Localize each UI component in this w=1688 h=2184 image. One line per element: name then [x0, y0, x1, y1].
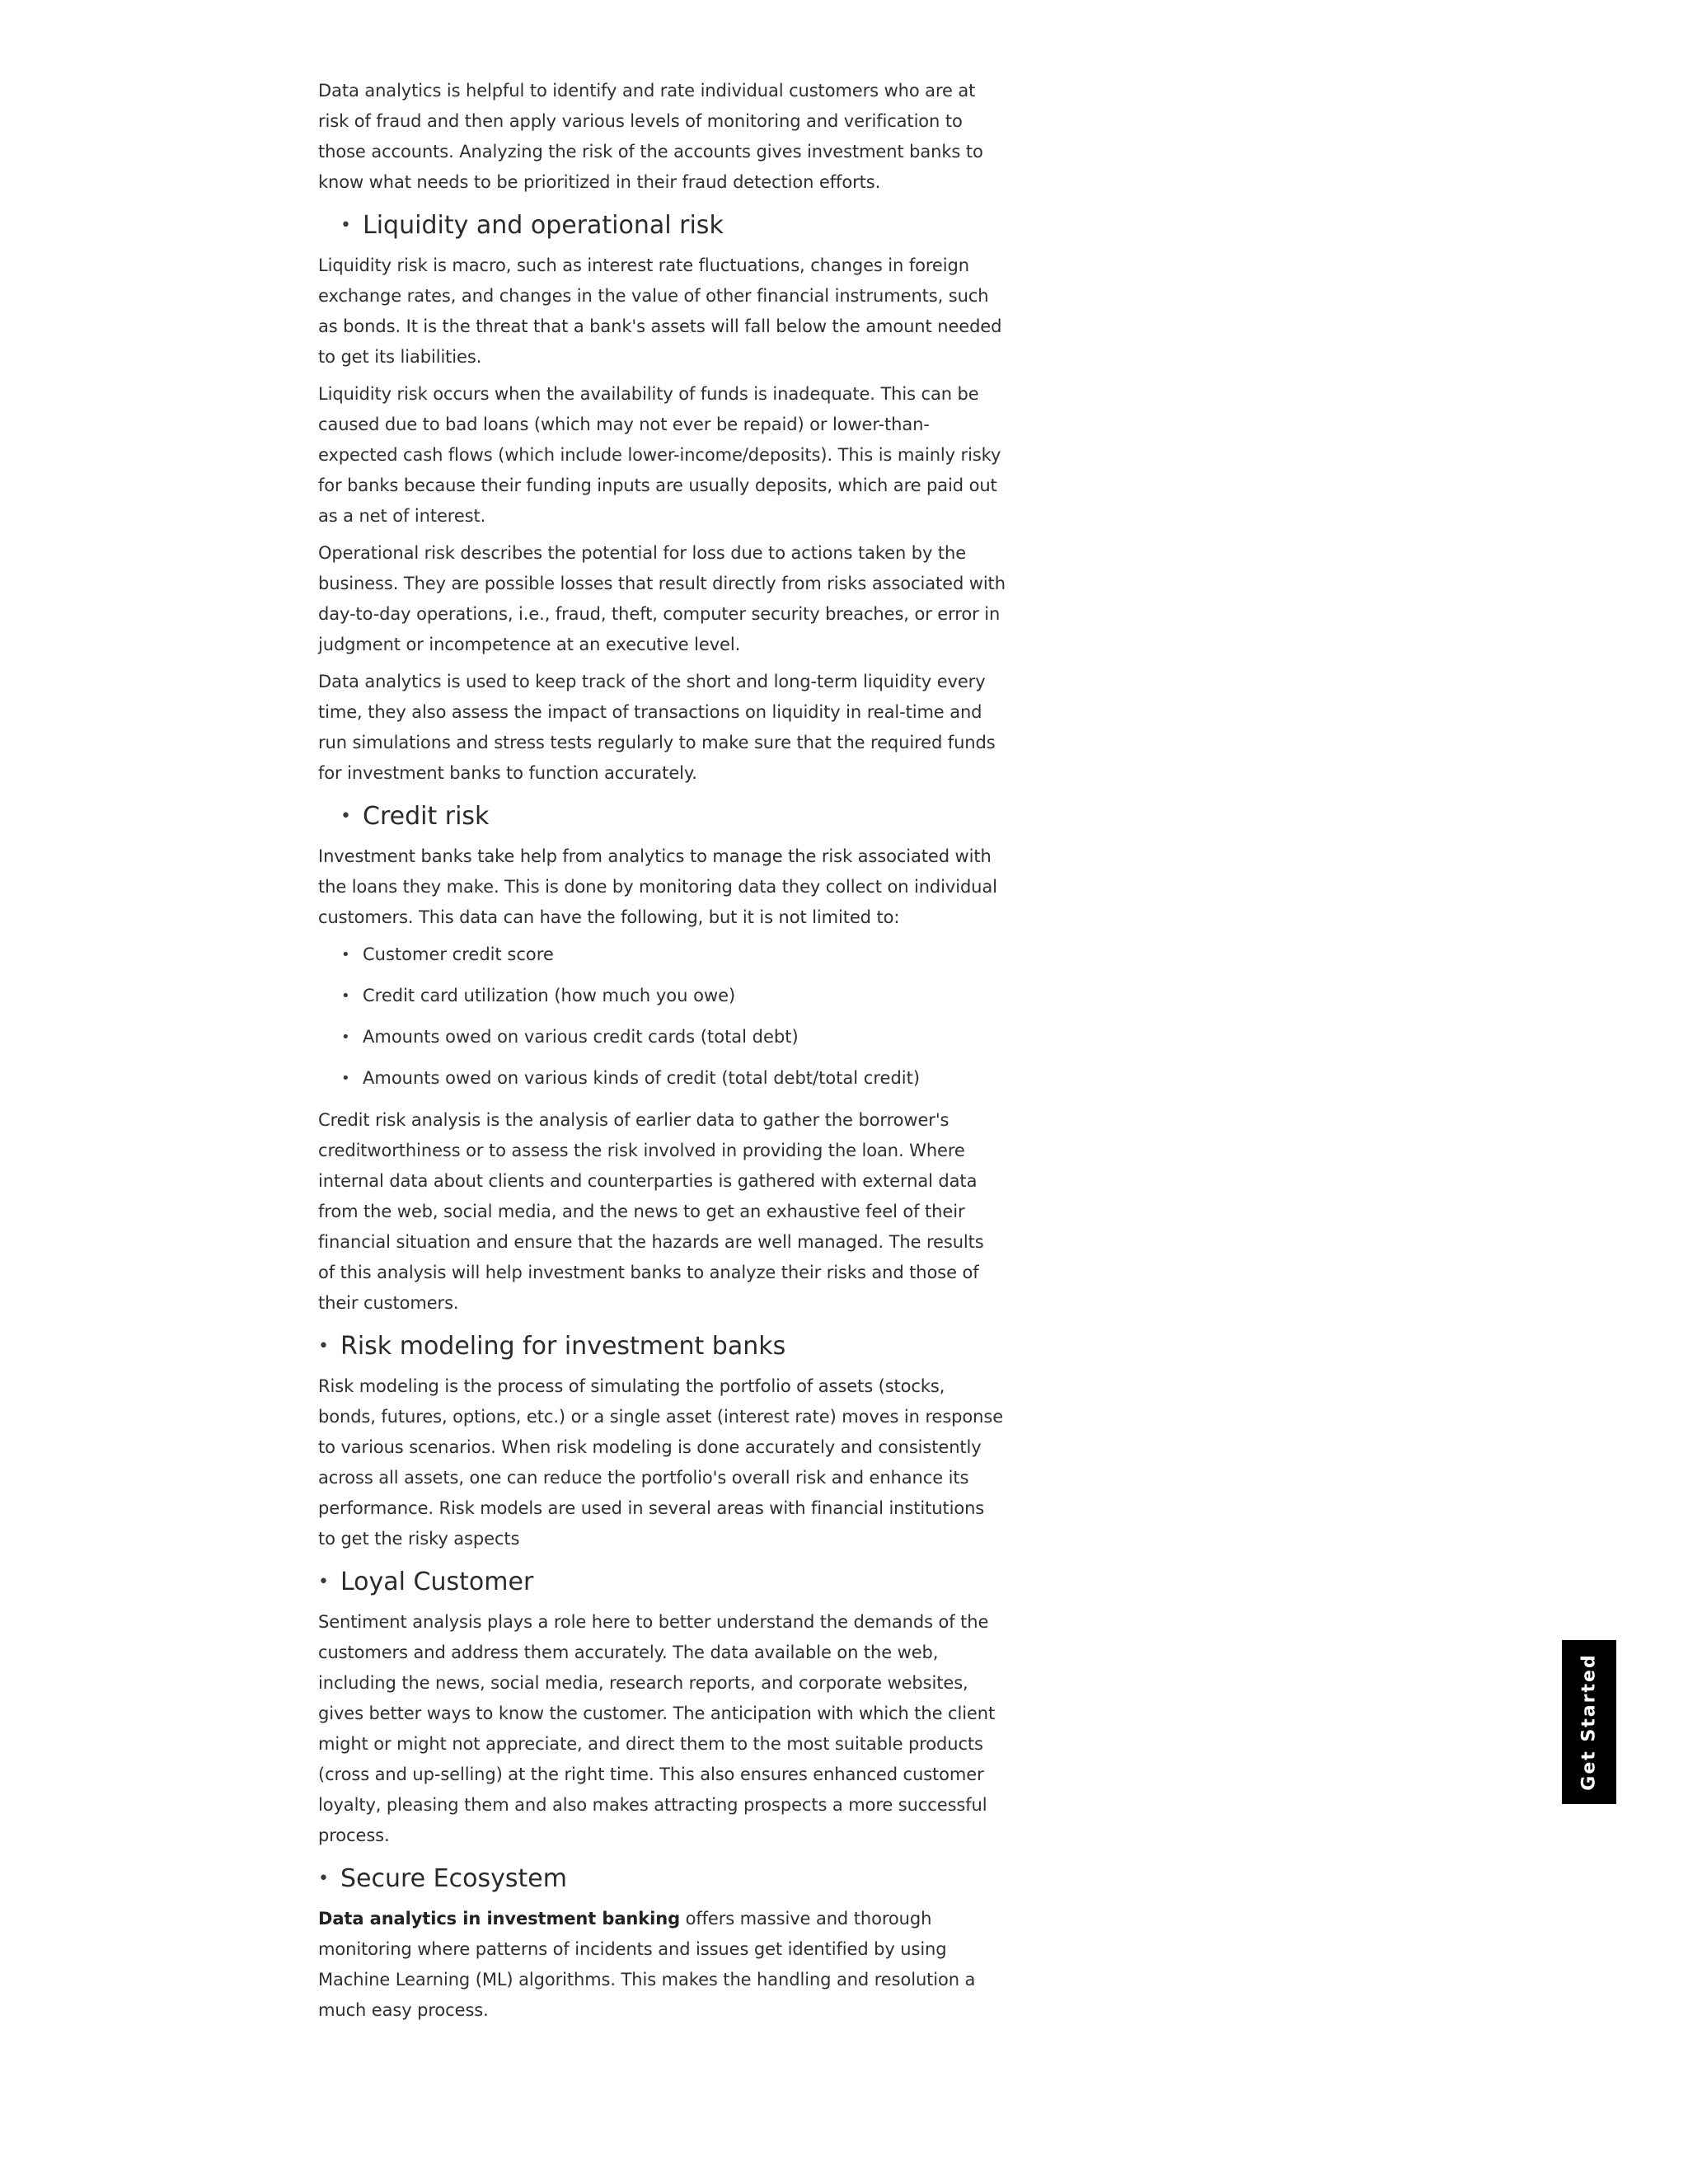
operational-risk-paragraph: Operational risk describes the potential for loss due to actions taken by the business. They are possible losses that result directly from risks associated with day-to-day operations, i.e., fraud, theft, computer security breaches, or error in judgment or incompetence at an executive level.	[318, 543, 1006, 654]
credit-data-list	[318, 940, 1006, 1094]
list-item-text: Customer credit score	[363, 944, 554, 964]
liquidity-analytics-paragraph: Data analytics is used to keep track of the short and long-term liquidity every time, they also assess the impact of transactions on liquidity in real-time and run simulations and stress tests regularly to make sure that the required funds for investment banks to function accurately.	[318, 672, 996, 783]
section-heading-loyal-customer	[318, 1566, 1006, 1599]
bullet-icon: •	[341, 1070, 350, 1087]
bullet-icon: •	[318, 1336, 329, 1357]
risk-modeling-paragraph: Risk modeling is the process of simulating the portfolio of assets (stocks, bonds, futures, options, etc.) or a single asset (interest rate) moves in response to various scenarios. When risk modeling is done accurately and consistently across all assets, one can reduce the portfolio's overall risk and enhance its performance. Risk models are used in several areas with financial institutions to get the risky aspects	[318, 1376, 1004, 1549]
bullet-icon: •	[341, 987, 350, 1005]
credit-risk-analysis-paragraph: Credit risk analysis is the analysis of earlier data to gather the borrower's creditworthiness or to assess the risk involved in providing the loan. Where internal data about clients and counterparties is gathered with external data from the web, social media, and the news to get an exhaustive feel of their financial situation and ensure that the hazards are well managed. The results of this analysis will help investment banks to analyze their risks and those of their customers.	[318, 1110, 984, 1313]
section-heading-text: Liquidity and operational risk	[363, 211, 724, 240]
liquidity-paragraph-2: Liquidity risk occurs when the availability of funds is inadequate. This can be caused due to bad loans (which may not ever be repaid) or lower-than-expected cash flows (which include lower-income/deposits). This is mainly risky for banks because their funding inputs are usually deposits, which are paid out as a net of interest.	[318, 384, 1001, 526]
get-started-button[interactable]	[1562, 1640, 1616, 1804]
section-heading-text: Secure Ecosystem	[340, 1864, 567, 1893]
credit-risk-intro: Investment banks take help from analytics to manage the risk associated with the loans they make. This is done by monitoring data they collect on individual customers. This data can have the following, but it is not limited to:	[318, 846, 997, 927]
bullet-icon: •	[340, 806, 351, 827]
list-item	[318, 940, 1006, 970]
bullet-icon: •	[318, 1572, 329, 1592]
bullet-icon: •	[341, 946, 350, 963]
section-heading-credit-risk	[318, 800, 1006, 833]
secure-ecosystem-paragraph	[318, 1904, 1006, 2026]
bullet-icon: •	[340, 215, 351, 236]
bold-link-text[interactable]: Data analytics in investment banking	[318, 1909, 680, 1929]
bullet-icon: •	[341, 1029, 350, 1046]
section-heading-text: Risk modeling for investment banks	[340, 1332, 786, 1361]
get-started-label: Get Started	[1578, 1653, 1600, 1791]
liquidity-paragraph-1: Liquidity risk is macro, such as interest rate fluctuations, changes in foreign exchange rates, and changes in the value of other financial instruments, such as bonds. It is the threat that a bank's assets will fall below the amount needed to get its liabilities.	[318, 255, 1002, 367]
list-item-text: Amounts owed on various kinds of credit (total debt/total credit)	[363, 1068, 921, 1088]
section-heading-risk-modeling	[318, 1330, 1006, 1363]
list-item-text: Credit card utilization (how much you owe)	[363, 986, 736, 1005]
section-heading-text: Credit risk	[363, 802, 490, 831]
paragraph-text: offers massive and thorough monitoring where patterns of incidents and issues get identified by using Machine Learning (ML) algorithms. This makes the handling and resolution a much easy process.	[318, 1909, 976, 2020]
loyal-customer-paragraph: Sentiment analysis plays a role here to better understand the demands of the customers and address them accurately. The data available on the web, including the news, social media, research reports, and corporate websites, gives better ways to know the customer. The anticipation with which the client might or might not appreciate, and direct them to the most suitable products (cross and up-selling) at the right time. This also ensures enhanced customer loyalty, pleasing them and also makes attracting prospects a more successful process.	[318, 1612, 996, 1845]
section-heading-text: Loyal Customer	[340, 1568, 534, 1596]
bullet-icon: •	[318, 1868, 329, 1889]
list-item	[318, 1022, 1006, 1052]
intro-paragraph: Data analytics is helpful to identify and rate individual customers who are at risk of fraud and then apply various levels of monitoring and verification to those accounts. Analyzing the risk of the accounts gives investment banks to know what needs to be prioritized in their fraud detection efforts.	[318, 81, 983, 192]
list-item-text: Amounts owed on various credit cards (total debt)	[363, 1027, 799, 1047]
article-body	[318, 76, 1006, 2032]
list-item	[318, 981, 1006, 1011]
section-heading-secure-ecosystem	[318, 1863, 1006, 1896]
list-item	[318, 1063, 1006, 1094]
section-heading-liquidity	[318, 209, 1006, 242]
